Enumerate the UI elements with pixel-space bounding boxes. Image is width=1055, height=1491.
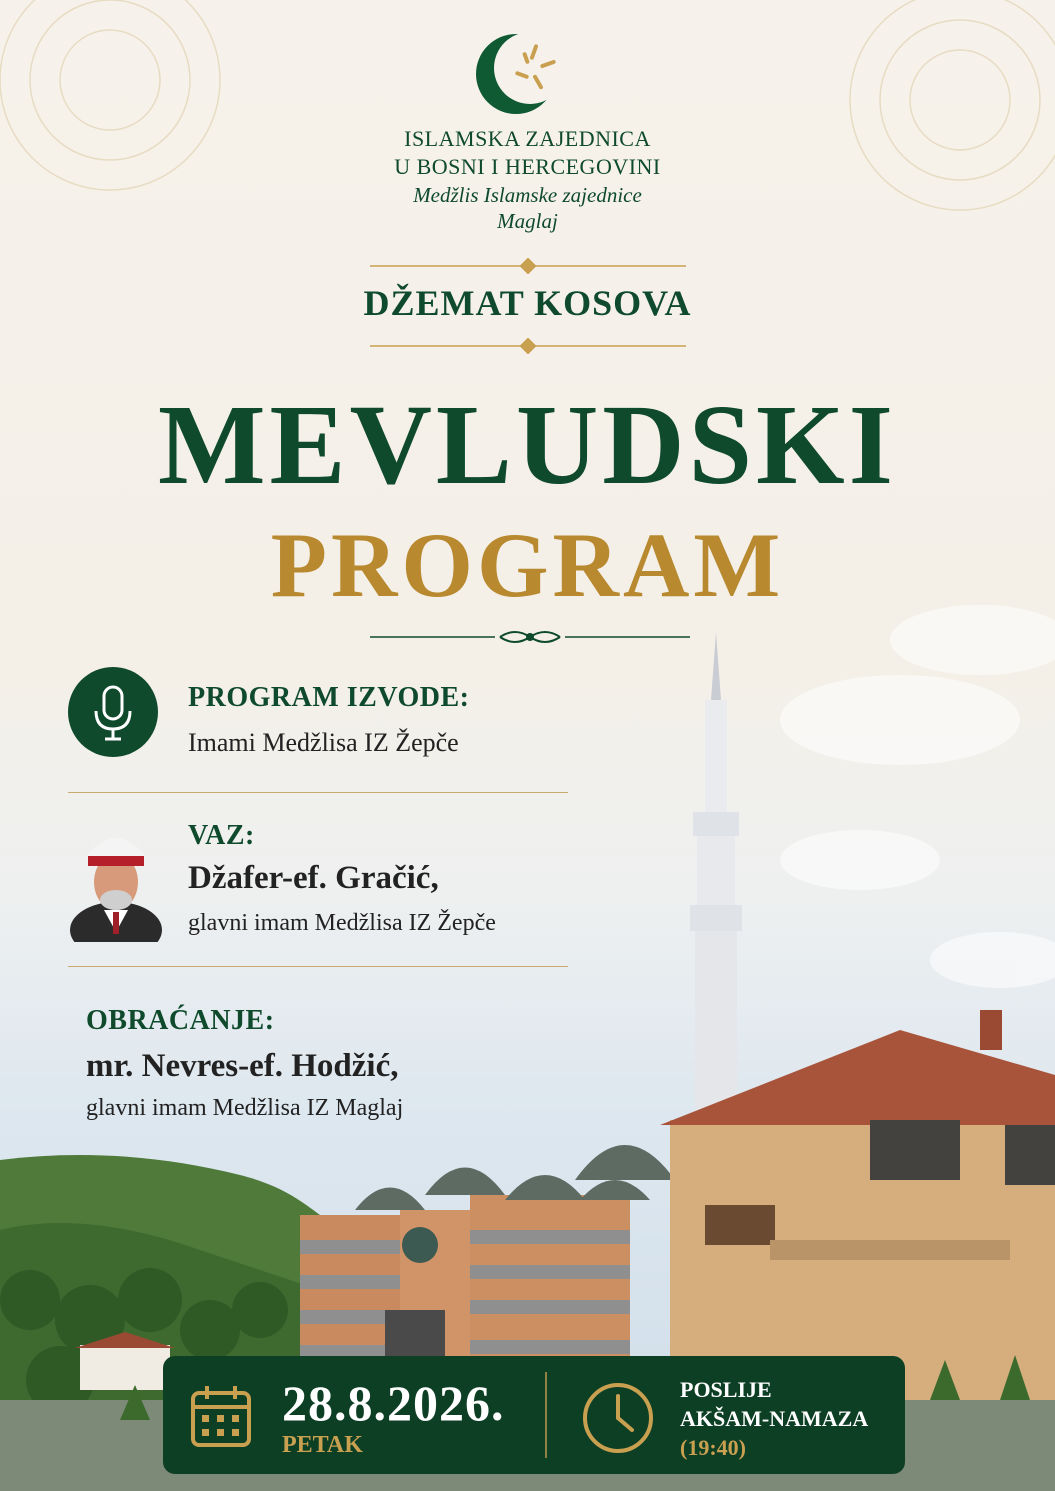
separator <box>68 966 568 967</box>
bar-divider <box>545 1372 547 1458</box>
time-line-2: AKŠAM-NAMAZA <box>680 1406 869 1431</box>
clock-icon <box>580 1380 656 1456</box>
jamaat-name: DŽEMAT KOSOVA <box>363 283 692 323</box>
org-line-2: U BOSNI I HERCEGOVINI <box>394 154 661 179</box>
title-program: PROGRAM <box>270 514 785 616</box>
vaz-label: VAZ: <box>188 820 255 851</box>
program-value: Imami Medžlisa IZ Žepče <box>188 728 459 757</box>
obracanje-label: OBRAĆANJE: <box>86 1005 275 1036</box>
vaz-name: Džafer-ef. Gračić, <box>188 860 439 896</box>
event-day: PETAK <box>282 1432 363 1458</box>
crescent-logo-icon <box>468 24 568 120</box>
ornament-divider <box>370 625 690 649</box>
obracanje-name: mr. Nevres-ef. Hodžić, <box>86 1048 399 1084</box>
avatar <box>68 812 164 942</box>
program-label: PROGRAM IZVODE: <box>188 682 470 713</box>
microphone-badge <box>68 667 158 757</box>
microphone-icon <box>68 667 158 757</box>
vaz-role: glavni imam Medžlisa IZ Žepče <box>188 910 496 936</box>
event-date: 28.8.2026. <box>282 1375 505 1431</box>
title-mevludski: MEVLUDSKI <box>157 381 898 508</box>
org-line-3: Medžlis Islamske zajednice <box>413 183 642 207</box>
divider-top <box>370 258 686 274</box>
obracanje-role: glavni imam Medžlisa IZ Maglaj <box>86 1095 404 1121</box>
org-line-1: ISLAMSKA ZAJEDNICA <box>404 126 651 151</box>
time-line-3: (19:40) <box>680 1435 746 1460</box>
separator <box>68 792 568 793</box>
org-line-4: Maglaj <box>497 209 558 233</box>
calendar-icon <box>190 1383 252 1449</box>
divider-bottom <box>370 338 686 354</box>
time-line-1: POSLIJE <box>680 1377 772 1402</box>
